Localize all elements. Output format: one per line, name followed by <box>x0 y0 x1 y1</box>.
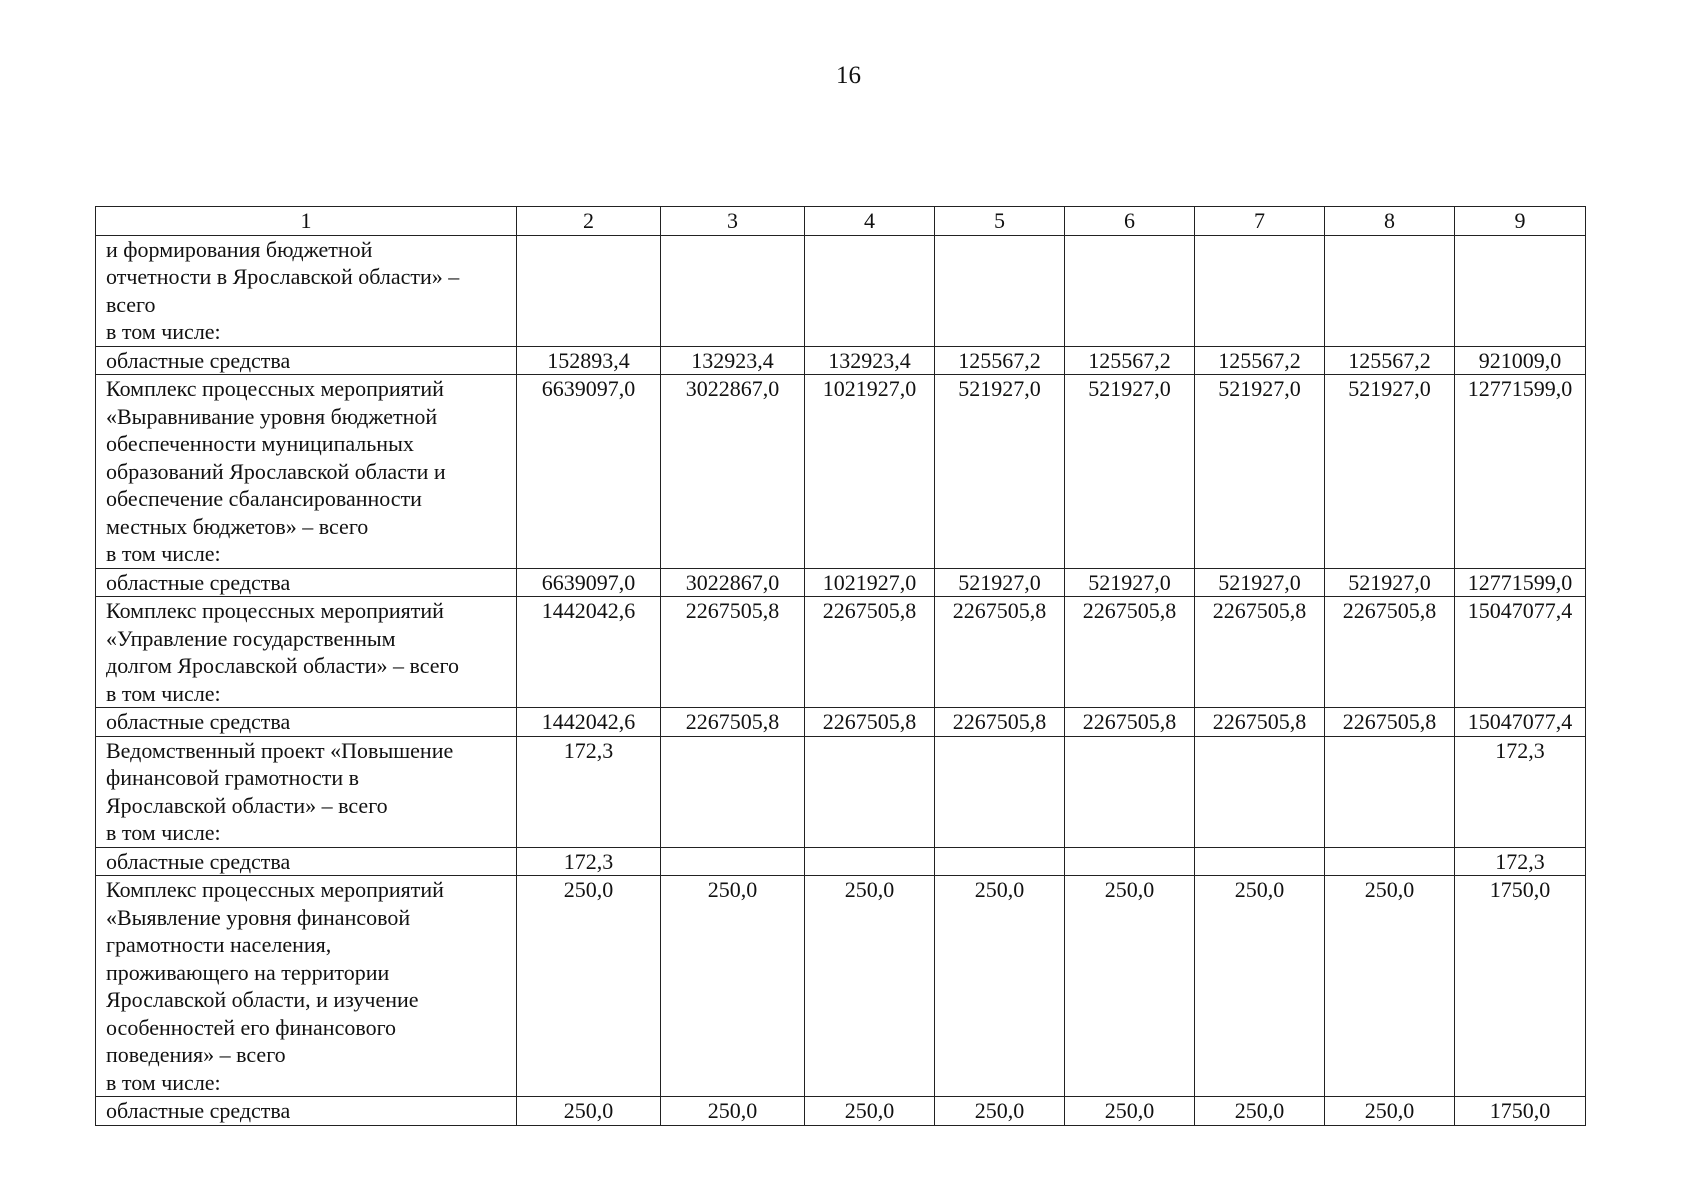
value-cell-col-8: 250,0 <box>1325 1097 1455 1126</box>
value-cell-col-2: 250,0 <box>517 1097 661 1126</box>
description-line: грамотности населения, <box>106 932 332 957</box>
column-header: 5 <box>935 207 1065 236</box>
value-cell-col-3: 3022867,0 <box>661 568 805 597</box>
row-description <box>96 708 517 737</box>
value-cell-col-2: 6639097,0 <box>517 375 661 569</box>
value-cell-col-2: 250,0 <box>517 876 661 1097</box>
value-cell-col-3 <box>661 847 805 876</box>
value-cell-col-4: 250,0 <box>805 1097 935 1126</box>
value-cell-col-3: 2267505,8 <box>661 597 805 708</box>
value-cell-col-9: 172,3 <box>1455 736 1586 847</box>
description-line: Ведомственный проект «Повышение <box>106 737 454 763</box>
value-cell-col-7: 250,0 <box>1195 1097 1325 1126</box>
value-cell-col-6: 125567,2 <box>1065 346 1195 375</box>
description-line: поведения» – всего <box>106 1042 286 1067</box>
description-line: всего <box>106 291 156 317</box>
value-cell-col-3: 3022867,0 <box>661 375 805 569</box>
value-cell-col-8 <box>1325 736 1455 847</box>
value-cell-col-4: 1021927,0 <box>805 568 935 597</box>
description-line: финансовой грамотности в <box>106 765 360 790</box>
table-row <box>96 876 1586 1097</box>
description-line: «Управление государственным <box>106 625 396 651</box>
row-description <box>96 736 517 847</box>
value-cell-col-8: 250,0 <box>1325 876 1455 1097</box>
value-cell-col-4 <box>805 235 935 346</box>
description-line: областные средства <box>106 709 291 734</box>
table-row <box>96 235 1586 346</box>
table-row-subtotal <box>96 568 1586 597</box>
value-cell-col-2: 172,3 <box>517 847 661 876</box>
value-cell-col-9: 1750,0 <box>1455 876 1586 1097</box>
table-row <box>96 736 1586 847</box>
value-cell-col-3: 132923,4 <box>661 346 805 375</box>
value-cell-col-9: 1750,0 <box>1455 1097 1586 1126</box>
value-cell-col-5: 125567,2 <box>935 346 1065 375</box>
value-cell-col-7 <box>1195 235 1325 346</box>
value-cell-col-9: 921009,0 <box>1455 346 1586 375</box>
value-cell-col-4: 2267505,8 <box>805 708 935 737</box>
value-cell-col-3: 2267505,8 <box>661 708 805 737</box>
value-cell-col-9: 172,3 <box>1455 847 1586 876</box>
description-line: обеспеченности муниципальных <box>106 431 414 456</box>
column-header-row <box>96 207 1586 236</box>
description-line: обеспечение сбалансированности <box>106 486 422 511</box>
value-cell-col-7: 250,0 <box>1195 876 1325 1097</box>
description-line: проживающего на территории <box>106 959 390 985</box>
description-line: Комплекс процессных мероприятий <box>106 877 444 902</box>
value-cell-col-8 <box>1325 847 1455 876</box>
column-header: 4 <box>805 207 935 236</box>
row-description <box>96 597 517 708</box>
table-row-subtotal <box>96 847 1586 876</box>
row-description <box>96 568 517 597</box>
description-line: областные средства <box>106 569 291 595</box>
value-cell-col-9: 12771599,0 <box>1455 568 1586 597</box>
description-line: областные средства <box>106 848 291 874</box>
value-cell-col-9: 15047077,4 <box>1455 597 1586 708</box>
value-cell-col-2: 152893,4 <box>517 346 661 375</box>
description-line: образований Ярославской области и <box>106 458 446 484</box>
description-line: в том числе: <box>106 820 221 845</box>
value-cell-col-7: 521927,0 <box>1195 375 1325 569</box>
value-cell-col-5: 250,0 <box>935 1097 1065 1126</box>
row-description <box>96 847 517 876</box>
description-line: Комплекс процессных мероприятий <box>106 598 444 623</box>
value-cell-col-5: 521927,0 <box>935 375 1065 569</box>
column-header: 6 <box>1065 207 1195 236</box>
description-line: в том числе: <box>106 1069 221 1095</box>
value-cell-col-8: 521927,0 <box>1325 375 1455 569</box>
value-cell-col-7: 125567,2 <box>1195 346 1325 375</box>
row-description <box>96 876 517 1097</box>
value-cell-col-7: 2267505,8 <box>1195 597 1325 708</box>
description-line: в том числе: <box>106 319 221 344</box>
column-header: 9 <box>1455 207 1586 236</box>
description-line: «Выявление уровня финансовой <box>106 904 411 930</box>
table-row-subtotal <box>96 1097 1586 1126</box>
value-cell-col-3: 250,0 <box>661 1097 805 1126</box>
value-cell-col-7: 2267505,8 <box>1195 708 1325 737</box>
value-cell-col-5 <box>935 736 1065 847</box>
value-cell-col-9: 12771599,0 <box>1455 375 1586 569</box>
column-header: 8 <box>1325 207 1455 236</box>
value-cell-col-8: 125567,2 <box>1325 346 1455 375</box>
table-row-subtotal <box>96 708 1586 737</box>
value-cell-col-4: 1021927,0 <box>805 375 935 569</box>
value-cell-col-4 <box>805 736 935 847</box>
value-cell-col-2 <box>517 235 661 346</box>
value-cell-col-8: 2267505,8 <box>1325 708 1455 737</box>
column-header: 3 <box>661 207 805 236</box>
description-line: Ярославской области» – всего <box>106 792 388 818</box>
value-cell-col-5: 2267505,8 <box>935 597 1065 708</box>
table-row <box>96 597 1586 708</box>
value-cell-col-2: 172,3 <box>517 736 661 847</box>
description-line: особенностей его финансового <box>106 1014 397 1040</box>
description-line: местных бюджетов» – всего <box>106 513 369 539</box>
value-cell-col-9: 15047077,4 <box>1455 708 1586 737</box>
row-description <box>96 346 517 375</box>
column-header: 7 <box>1195 207 1325 236</box>
description-line: Комплекс процессных мероприятий <box>106 376 444 401</box>
value-cell-col-6 <box>1065 736 1195 847</box>
description-line: областные средства <box>106 347 291 373</box>
description-line: областные средства <box>106 1098 291 1123</box>
table-row <box>96 375 1586 569</box>
row-description <box>96 235 517 346</box>
value-cell-col-7 <box>1195 847 1325 876</box>
value-cell-col-6: 2267505,8 <box>1065 708 1195 737</box>
value-cell-col-5: 521927,0 <box>935 568 1065 597</box>
value-cell-col-8: 2267505,8 <box>1325 597 1455 708</box>
column-header: 1 <box>96 207 517 236</box>
description-line: Ярославской области, и изучение <box>106 987 419 1012</box>
value-cell-col-3: 250,0 <box>661 876 805 1097</box>
value-cell-col-6: 250,0 <box>1065 1097 1195 1126</box>
value-cell-col-2: 1442042,6 <box>517 597 661 708</box>
value-cell-col-6: 521927,0 <box>1065 568 1195 597</box>
table-row-subtotal <box>96 346 1586 375</box>
value-cell-col-9 <box>1455 235 1586 346</box>
value-cell-col-6 <box>1065 847 1195 876</box>
value-cell-col-7: 521927,0 <box>1195 568 1325 597</box>
column-header: 2 <box>517 207 661 236</box>
value-cell-col-4: 250,0 <box>805 876 935 1097</box>
value-cell-col-7 <box>1195 736 1325 847</box>
description-line: «Выравнивание уровня бюджетной <box>106 403 438 429</box>
value-cell-col-5: 2267505,8 <box>935 708 1065 737</box>
value-cell-col-8: 521927,0 <box>1325 568 1455 597</box>
budget-table <box>95 206 1586 1126</box>
value-cell-col-2: 6639097,0 <box>517 568 661 597</box>
description-line: в том числе: <box>106 680 221 706</box>
value-cell-col-4: 2267505,8 <box>805 597 935 708</box>
value-cell-col-3 <box>661 736 805 847</box>
value-cell-col-4 <box>805 847 935 876</box>
value-cell-col-5 <box>935 235 1065 346</box>
value-cell-col-6: 2267505,8 <box>1065 597 1195 708</box>
row-description <box>96 375 517 569</box>
description-line: отчетности в Ярославской области» – <box>106 264 460 289</box>
description-line: долгом Ярославской области» – всего <box>106 653 460 678</box>
value-cell-col-6: 521927,0 <box>1065 375 1195 569</box>
value-cell-col-3 <box>661 235 805 346</box>
value-cell-col-8 <box>1325 235 1455 346</box>
value-cell-col-5 <box>935 847 1065 876</box>
value-cell-col-5: 250,0 <box>935 876 1065 1097</box>
value-cell-col-4: 132923,4 <box>805 346 935 375</box>
value-cell-col-6 <box>1065 235 1195 346</box>
row-description <box>96 1097 517 1126</box>
value-cell-col-6: 250,0 <box>1065 876 1195 1097</box>
value-cell-col-2: 1442042,6 <box>517 708 661 737</box>
page-number: 16 <box>836 62 861 89</box>
description-line: и формирования бюджетной <box>106 236 373 262</box>
description-line: в том числе: <box>106 541 221 566</box>
